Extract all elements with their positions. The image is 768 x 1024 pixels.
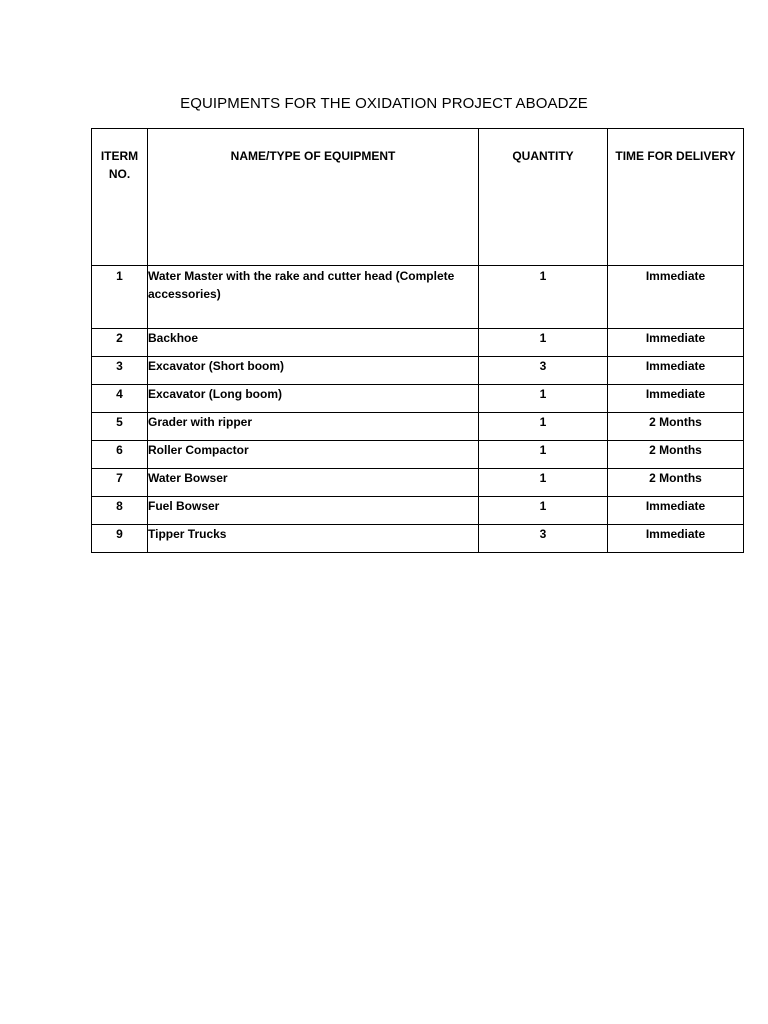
item-no-cell: 7 bbox=[92, 469, 148, 497]
quantity-cell: 1 bbox=[479, 413, 608, 441]
delivery-cell: Immediate bbox=[608, 497, 744, 525]
quantity-cell: 3 bbox=[479, 357, 608, 385]
header-equipment-name: NAME/TYPE OF EQUIPMENT bbox=[148, 129, 479, 266]
header-item-no bbox=[92, 129, 148, 266]
table-row bbox=[92, 413, 744, 441]
item-no-cell: 2 bbox=[92, 329, 148, 357]
table-row bbox=[92, 441, 744, 469]
table-row bbox=[92, 385, 744, 413]
header-quantity: QUANTITY bbox=[479, 129, 608, 266]
item-no-cell: 3 bbox=[92, 357, 148, 385]
equipment-name-cell: Water Master with the rake and cutter head (Complete accessories) bbox=[148, 266, 479, 329]
equipment-name-cell: Excavator (Short boom) bbox=[148, 357, 479, 385]
equipment-name-cell: Grader with ripper bbox=[148, 413, 479, 441]
table-row bbox=[92, 329, 744, 357]
delivery-cell: Immediate bbox=[608, 329, 744, 357]
document-title: EQUIPMENTS FOR THE OXIDATION PROJECT ABOADZE bbox=[180, 95, 588, 112]
item-no-cell: 1 bbox=[92, 266, 148, 329]
equipment-table bbox=[91, 128, 744, 553]
delivery-cell: Immediate bbox=[608, 266, 744, 329]
item-no-cell: 5 bbox=[92, 413, 148, 441]
delivery-cell: 2 Months bbox=[608, 413, 744, 441]
delivery-cell: Immediate bbox=[608, 525, 744, 553]
equipment-name-cell: Tipper Trucks bbox=[148, 525, 479, 553]
quantity-cell: 1 bbox=[479, 266, 608, 329]
delivery-cell: Immediate bbox=[608, 385, 744, 413]
delivery-cell: 2 Months bbox=[608, 441, 744, 469]
table-row bbox=[92, 357, 744, 385]
delivery-cell: Immediate bbox=[608, 357, 744, 385]
item-no-cell: 6 bbox=[92, 441, 148, 469]
quantity-cell: 1 bbox=[479, 469, 608, 497]
equipment-name-cell: Roller Compactor bbox=[148, 441, 479, 469]
delivery-cell: 2 Months bbox=[608, 469, 744, 497]
quantity-cell: 1 bbox=[479, 441, 608, 469]
table-row bbox=[92, 525, 744, 553]
quantity-cell: 3 bbox=[479, 525, 608, 553]
table-row bbox=[92, 469, 744, 497]
equipment-name-cell: Excavator (Long boom) bbox=[148, 385, 479, 413]
header-delivery-time: TIME FOR DELIVERY bbox=[608, 129, 744, 266]
header-item-no-line1: ITERM bbox=[100, 149, 139, 163]
table-row bbox=[92, 266, 744, 329]
quantity-cell: 1 bbox=[479, 497, 608, 525]
table-row bbox=[92, 497, 744, 525]
quantity-cell: 1 bbox=[479, 385, 608, 413]
equipment-name-cell: Fuel Bowser bbox=[148, 497, 479, 525]
item-no-cell: 4 bbox=[92, 385, 148, 413]
quantity-cell: 1 bbox=[479, 329, 608, 357]
equipment-name-cell: Water Bowser bbox=[148, 469, 479, 497]
header-item-no-line2: NO. bbox=[108, 167, 131, 181]
equipment-name-cell: Backhoe bbox=[148, 329, 479, 357]
table-header-row bbox=[92, 129, 744, 266]
item-no-cell: 8 bbox=[92, 497, 148, 525]
item-no-cell: 9 bbox=[92, 525, 148, 553]
